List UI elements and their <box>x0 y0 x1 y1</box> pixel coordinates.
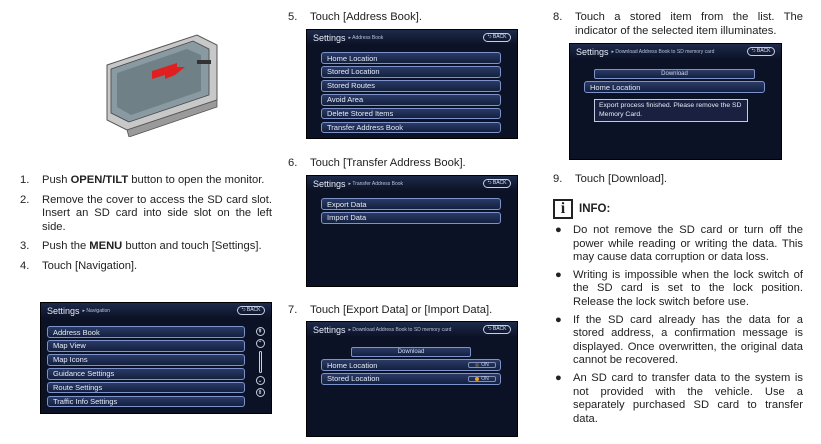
menu-item-import-data[interactable]: Import Data <box>321 212 501 224</box>
menu-list <box>307 191 517 224</box>
row-label: Stored Location <box>327 374 380 384</box>
toggle-label: ON <box>481 362 489 369</box>
screen-subtitle: ▸ Download Address Book to SD memory card <box>348 326 452 333</box>
export-finished-screen <box>569 43 782 160</box>
menu-item-delete-stored-items[interactable]: Delete Stored Items <box>321 108 501 120</box>
screen-subtitle: ▸ Download Address Book to SD memory card <box>611 48 715 55</box>
step-text: Push <box>42 174 71 186</box>
step-text: Remove the cover to access the SD card slot. Insert an SD card into side slot on the left side. <box>42 193 272 233</box>
bullet-text: If the SD card already has the data for a stored address, a confirmation message is displayed. Once overwritten, the original data cannot be recovered. <box>573 313 803 367</box>
info-bullet: ● Writing is impossible when the lock switch of the SD card is set to the lock position. Release the lock switch before use. <box>555 268 803 308</box>
step-3 <box>20 240 272 254</box>
step-6 <box>288 157 520 171</box>
open-tilt-label: OPEN/TILT <box>70 174 129 186</box>
step-2 <box>20 194 272 235</box>
download-button[interactable]: Download <box>594 69 755 79</box>
step-5 <box>288 11 520 25</box>
step-text: button to open the monitor. <box>128 174 265 186</box>
step-number: 4. <box>20 259 30 272</box>
step-text: button and touch [Settings]. <box>122 240 262 253</box>
scroll-down-icon[interactable]: ⌄ <box>257 378 263 384</box>
step-number: 2. <box>20 193 30 206</box>
step-text: Touch [Export Data] or [Import Data]. <box>310 304 493 316</box>
menu-item-avoid-area[interactable]: Avoid Area <box>321 94 501 106</box>
step-number: 5. <box>288 11 298 23</box>
back-button[interactable]: ⮌ BACK <box>237 306 265 315</box>
download-list <box>307 337 517 385</box>
screen-subtitle: ▸ Address Book <box>348 34 384 41</box>
info-bullet: ● If the SD card already has the data for a stored address, a confirmation message is displayed. Once overwritten, the original data cannot be recovered. <box>555 313 803 367</box>
menu-item-transfer-address-book[interactable]: Transfer Address Book <box>321 122 501 134</box>
toggle-indicator[interactable] <box>468 362 496 368</box>
scroll-track[interactable] <box>259 351 262 373</box>
step-number: 7. <box>288 304 298 316</box>
info-bullet: ● An SD card to transfer data to the system is not provided with the vehicle. Use a separately purchased SD card to transfer data. <box>555 371 803 425</box>
step-text: Touch [Transfer Address Book]. <box>310 157 466 169</box>
menu-item-route-settings[interactable]: Route Settings <box>47 382 245 394</box>
step-text: Touch [Address Book]. <box>310 11 422 23</box>
row-label: Home Location <box>327 360 378 370</box>
transfer-address-book-screen <box>306 175 518 287</box>
info-header <box>553 199 610 219</box>
screen-subtitle: ▸ Navigation <box>82 307 111 314</box>
stored-location-row[interactable] <box>321 373 501 385</box>
menu-item-traffic-info-settings[interactable]: Traffic Info Settings <box>47 396 245 408</box>
download-screen <box>306 321 518 437</box>
menu-item-stored-routes[interactable]: Stored Routes <box>321 80 501 92</box>
back-button[interactable]: ⮌ BACK <box>483 325 511 334</box>
screen-title: Settings <box>313 324 346 335</box>
step-8 <box>553 11 803 38</box>
toggle-indicator[interactable] <box>468 376 496 382</box>
scroll-top-icon[interactable]: ⇞ <box>257 329 263 335</box>
indicator-on-icon <box>475 377 479 381</box>
menu-item-export-data[interactable]: Export Data <box>321 198 501 210</box>
back-button[interactable]: ⮌ BACK <box>747 47 775 56</box>
navigation-settings-screen <box>40 302 272 414</box>
info-bullet: ● Do not remove the SD card or turn off the power while reading or writing the data. This may cause data corruption or data loss. <box>555 224 803 264</box>
back-button[interactable]: ⮌ BACK <box>483 179 511 188</box>
step-7 <box>288 304 520 318</box>
step-1 <box>20 174 272 188</box>
home-location-row[interactable] <box>321 359 501 371</box>
info-icon: i <box>553 199 573 219</box>
bullet-text: Writing is impossible when the lock switch of the SD card is set to the lock position. Release the lock switch before use. <box>573 268 803 308</box>
menu-item-address-book[interactable]: Address Book <box>47 326 245 338</box>
step-text: Push the <box>42 240 90 253</box>
indicator-off-icon <box>475 363 479 367</box>
scroll-up-icon[interactable]: ⌃ <box>257 341 263 347</box>
step-number: 9. <box>553 173 563 185</box>
step-number: 6. <box>288 157 298 169</box>
step-number: 1. <box>20 174 30 186</box>
step-text: Touch [Navigation]. <box>42 259 138 272</box>
menu-item-guidance-settings[interactable]: Guidance Settings <box>47 368 245 380</box>
menu-label: MENU <box>89 240 123 253</box>
menu-list <box>41 318 271 407</box>
screen-title: Settings <box>313 32 346 43</box>
screen-title: Settings <box>313 178 346 189</box>
menu-item-map-view[interactable]: Map View <box>47 340 245 352</box>
steps-1-4 <box>20 174 272 274</box>
info-bullets <box>553 224 803 426</box>
step-9 <box>553 173 803 187</box>
export-finished-popup: Export process finished. Please remove the SD Memory Card. <box>594 99 748 122</box>
step-4 <box>20 260 272 274</box>
home-location-row[interactable]: Home Location <box>584 81 765 93</box>
menu-list <box>307 45 517 133</box>
download-list <box>570 59 781 93</box>
info-title: INFO: <box>579 203 611 215</box>
screen-title: Settings <box>576 46 609 57</box>
step-number: 8. <box>553 11 563 23</box>
menu-item-map-icons[interactable]: Map Icons <box>47 354 245 366</box>
toggle-label: ON <box>481 376 489 383</box>
monitor-illustration <box>97 25 225 137</box>
screen-subtitle: ▸ Transfer Address Book <box>348 180 404 187</box>
menu-item-stored-location[interactable]: Stored Location <box>321 66 501 78</box>
step-number: 3. <box>20 240 30 253</box>
step-text: Touch a stored item from the list. The indicator of the selected item illuminates. <box>575 11 803 37</box>
bullet-text: Do not remove the SD card or turn off the power while reading or writing the data. This may cause data corruption or data loss. <box>573 224 803 264</box>
step-text: Touch [Download]. <box>575 173 668 185</box>
menu-item-home-location[interactable]: Home Location <box>321 52 501 64</box>
address-book-screen <box>306 29 518 139</box>
download-button[interactable]: Download <box>351 347 471 357</box>
screen-title: Settings <box>47 305 80 316</box>
scroll-bottom-icon[interactable]: ⇟ <box>257 390 263 396</box>
scrollbar[interactable] <box>255 327 265 397</box>
bullet-text: An SD card to transfer data to the system is not provided with the vehicle. Use a separately purchased SD card to transfer data. <box>573 371 803 425</box>
back-button[interactable]: ⮌ BACK <box>483 33 511 42</box>
